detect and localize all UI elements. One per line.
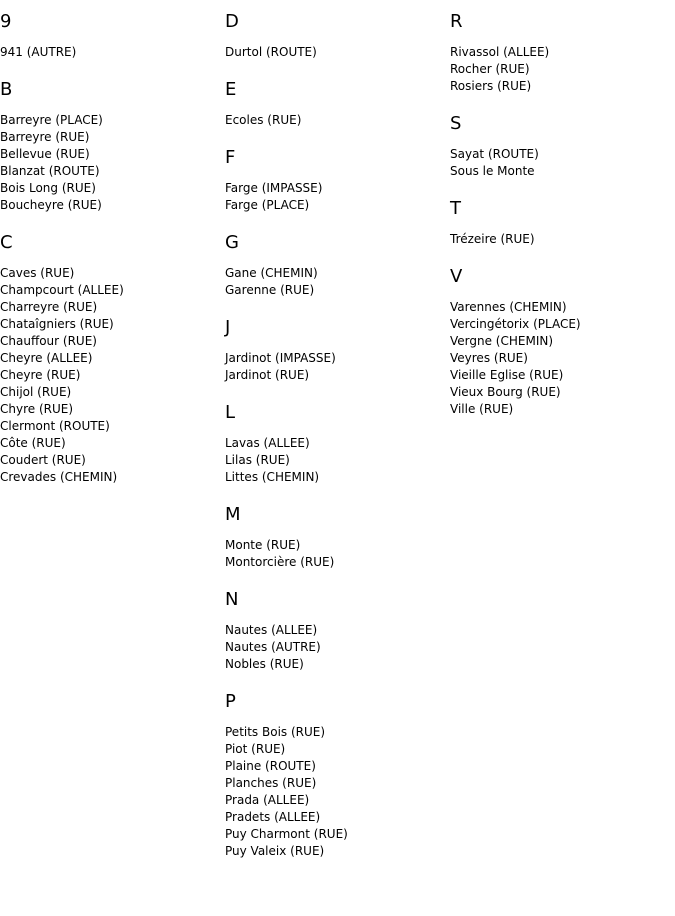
street-list bbox=[225, 265, 440, 299]
street-link[interactable]: Littes (CHEMIN) bbox=[225, 470, 320, 484]
street-list bbox=[225, 537, 440, 571]
street-link[interactable]: Ville (RUE) bbox=[450, 402, 514, 416]
street-link[interactable]: Bois Long (RUE) bbox=[0, 181, 96, 195]
street-link[interactable]: Vergne (CHEMIN) bbox=[450, 334, 554, 348]
letter-section bbox=[225, 588, 440, 673]
section-letter-heading: L bbox=[225, 402, 236, 423]
street-list bbox=[225, 724, 440, 860]
street-list bbox=[450, 44, 665, 95]
street-link[interactable]: Lavas (ALLEE) bbox=[225, 436, 310, 450]
street-list bbox=[225, 350, 440, 384]
street-list bbox=[450, 299, 665, 418]
section-letter-heading: P bbox=[225, 691, 236, 712]
street-link[interactable]: Champcourt (ALLEE) bbox=[0, 283, 124, 297]
street-link[interactable]: Puy Valeix (RUE) bbox=[225, 844, 325, 858]
street-link[interactable]: Ecoles (RUE) bbox=[225, 113, 302, 127]
section-letter-heading: T bbox=[450, 198, 461, 219]
letter-section bbox=[0, 10, 215, 61]
street-list bbox=[0, 112, 215, 214]
letter-section bbox=[225, 231, 440, 299]
letter-section bbox=[225, 401, 440, 486]
street-link[interactable]: Chyre (RUE) bbox=[0, 402, 74, 416]
section-letter-heading: J bbox=[225, 317, 231, 338]
section-letter-heading: G bbox=[225, 232, 239, 253]
section-letter-heading: E bbox=[225, 79, 237, 100]
street-list bbox=[225, 44, 440, 61]
street-list bbox=[225, 435, 440, 486]
street-link[interactable]: Cheyre (RUE) bbox=[0, 368, 81, 382]
letter-section bbox=[225, 690, 440, 860]
letter-section bbox=[450, 10, 665, 95]
street-index-column-3 bbox=[450, 10, 665, 435]
street-link[interactable]: Bellevue (RUE) bbox=[0, 147, 90, 161]
street-link[interactable]: Vercingétorix (PLACE) bbox=[450, 317, 581, 331]
street-link[interactable]: Monte (RUE) bbox=[225, 538, 301, 552]
letter-section bbox=[225, 503, 440, 571]
letter-section bbox=[450, 197, 665, 248]
street-link[interactable]: Charreyre (RUE) bbox=[0, 300, 98, 314]
street-link[interactable]: Chataîgniers (RUE) bbox=[0, 317, 114, 331]
letter-section bbox=[225, 10, 440, 61]
street-link[interactable]: Durtol (ROUTE) bbox=[225, 45, 317, 59]
street-list bbox=[0, 265, 215, 486]
street-list bbox=[225, 622, 440, 673]
street-link[interactable]: Boucheyre (RUE) bbox=[0, 198, 102, 212]
street-list bbox=[225, 112, 440, 129]
section-letter-heading: 9 bbox=[0, 11, 12, 32]
street-link[interactable]: Sayat (ROUTE) bbox=[450, 147, 539, 161]
street-link[interactable]: Varennes (CHEMIN) bbox=[450, 300, 567, 314]
street-link[interactable]: Veyres (RUE) bbox=[450, 351, 528, 365]
street-link[interactable]: Coudert (RUE) bbox=[0, 453, 86, 467]
street-link[interactable]: Prada (ALLEE) bbox=[225, 793, 310, 807]
street-list bbox=[0, 44, 215, 61]
street-link[interactable]: Montorcière (RUE) bbox=[225, 555, 335, 569]
street-index-column-2 bbox=[225, 10, 440, 877]
street-link[interactable]: Vieux Bourg (RUE) bbox=[450, 385, 561, 399]
street-link[interactable]: Côte (RUE) bbox=[0, 436, 66, 450]
street-link[interactable]: Pradets (ALLEE) bbox=[225, 810, 321, 824]
street-link[interactable]: Garenne (RUE) bbox=[225, 283, 315, 297]
street-link[interactable]: Petits Bois (RUE) bbox=[225, 725, 326, 739]
street-link[interactable]: Crevades (CHEMIN) bbox=[0, 470, 118, 484]
section-letter-heading: N bbox=[225, 589, 239, 610]
letter-section bbox=[450, 265, 665, 418]
street-list bbox=[450, 231, 665, 248]
letter-section bbox=[225, 146, 440, 214]
street-link[interactable]: Nobles (RUE) bbox=[225, 657, 304, 671]
street-link[interactable]: Cheyre (ALLEE) bbox=[0, 351, 93, 365]
letter-section bbox=[225, 316, 440, 384]
letter-section bbox=[450, 112, 665, 180]
street-link[interactable]: Rosiers (RUE) bbox=[450, 79, 532, 93]
street-link[interactable]: Trézeire (RUE) bbox=[450, 232, 535, 246]
street-link[interactable]: Chauffour (RUE) bbox=[0, 334, 97, 348]
street-link[interactable]: Plaine (ROUTE) bbox=[225, 759, 316, 773]
street-link[interactable]: Puy Charmont (RUE) bbox=[225, 827, 348, 841]
letter-section bbox=[0, 231, 215, 486]
section-letter-heading: M bbox=[225, 504, 241, 525]
street-link[interactable]: Rocher (RUE) bbox=[450, 62, 530, 76]
street-link[interactable]: Barreyre (RUE) bbox=[0, 130, 90, 144]
street-link[interactable]: Farge (PLACE) bbox=[225, 198, 310, 212]
street-link[interactable]: Caves (RUE) bbox=[0, 266, 75, 280]
street-link[interactable]: Barreyre (PLACE) bbox=[0, 113, 103, 127]
section-letter-heading: V bbox=[450, 266, 463, 287]
section-letter-heading: C bbox=[0, 232, 13, 253]
section-letter-heading: B bbox=[0, 79, 13, 100]
street-link[interactable]: Nautes (AUTRE) bbox=[225, 640, 321, 654]
street-link[interactable]: Nautes (ALLEE) bbox=[225, 623, 318, 637]
street-link[interactable]: Vieille Eglise (RUE) bbox=[450, 368, 564, 382]
section-letter-heading: R bbox=[450, 11, 463, 32]
letter-section bbox=[0, 78, 215, 214]
street-link[interactable]: Blanzat (ROUTE) bbox=[0, 164, 100, 178]
section-letter-heading: S bbox=[450, 113, 462, 134]
street-link[interactable]: Sous le Monte bbox=[450, 164, 535, 178]
street-link[interactable]: Piot (RUE) bbox=[225, 742, 286, 756]
street-link[interactable]: Jardinot (RUE) bbox=[225, 368, 310, 382]
street-list bbox=[225, 180, 440, 214]
street-list bbox=[450, 146, 665, 180]
street-link[interactable]: Rivassol (ALLEE) bbox=[450, 45, 550, 59]
street-link[interactable]: Jardinot (IMPASSE) bbox=[225, 351, 336, 365]
section-letter-heading: F bbox=[225, 147, 236, 168]
street-link[interactable]: Lilas (RUE) bbox=[225, 453, 290, 467]
letter-section bbox=[225, 78, 440, 129]
street-link[interactable]: 941 (AUTRE) bbox=[0, 45, 77, 59]
street-link[interactable]: Chijol (RUE) bbox=[0, 385, 72, 399]
street-link[interactable]: Planches (RUE) bbox=[225, 776, 317, 790]
street-link[interactable]: Gane (CHEMIN) bbox=[225, 266, 318, 280]
street-index-column-1 bbox=[0, 10, 215, 503]
section-letter-heading: D bbox=[225, 11, 239, 32]
street-link[interactable]: Clermont (ROUTE) bbox=[0, 419, 110, 433]
street-link[interactable]: Farge (IMPASSE) bbox=[225, 181, 323, 195]
